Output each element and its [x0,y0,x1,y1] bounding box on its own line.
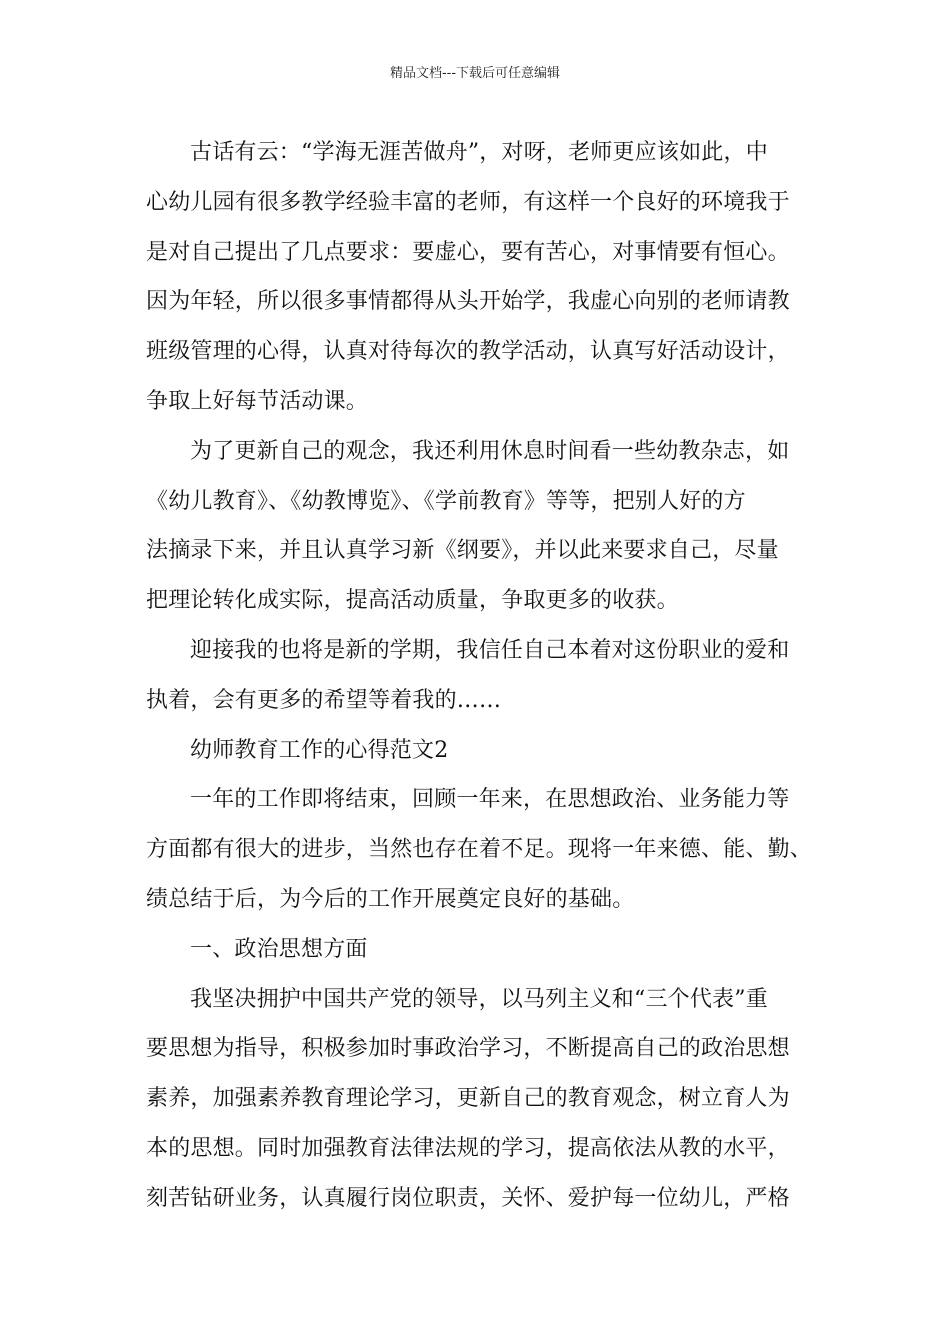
text-line: 本的思想。同时加强教育法律法规的学习，提高依法从教的水平， [146,1135,790,1161]
page-header: 精品文档---下载后可任意编辑 [389,66,561,81]
text-line: 我坚决拥护中国共产党的领导，以马列主义和“三个代表”重 [190,986,768,1012]
section-title: 幼师教育工作的心得范文2 [190,737,449,763]
section-heading: 一、政治思想方面 [190,936,368,962]
text-line: 刻苦钻研业务，认真履行岗位职责，关怀、爱护每一位幼儿，严格 [146,1185,790,1211]
text-line: 方面都有很大的进步，当然也存在着不足。现将一年来德、能、勤、 [146,837,813,863]
text-line: 迎接我的也将是新的学期，我信任自己本着对这份职业的爱和 [190,637,790,663]
text-line: 执着，会有更多的希望等着我的…… [146,687,502,713]
text-line: 争取上好每节活动课。 [146,388,369,414]
text-line: 法摘录下来，并且认真学习新《纲要》，并以此来要求自己，尽量 [146,538,779,564]
text-line: 一年的工作即将结束，回顾一年来，在思想政治、业务能力等 [190,787,790,813]
text-line: 要思想为指导，积极参加时事政治学习，不断提高自己的政治思想 [146,1036,790,1062]
text-line: 心幼儿园有很多教学经验丰富的老师，有这样一个良好的环境我于 [146,189,790,215]
text-line: 因为年轻，所以很多事情都得从头开始学，我虚心向别的老师请教 [146,289,790,315]
document-body [146,128,816,1224]
text-line: 把理论转化成实际，提高活动质量，争取更多的收获。 [146,588,679,614]
text-line: 古话有云：“学海无涯苦做舟”，对呀，老师更应该如此，中 [190,140,768,165]
text-line: 是对自己提出了几点要求：要虚心，要有苦心，对事情要有恒心。 [146,239,790,265]
text-line: 为了更新自己的观念，我还利用休息时间看一些幼教杂志，如 [190,438,790,464]
text-line: 绩总结于后，为今后的工作开展奠定良好的基础。 [146,886,635,912]
text-line: 《幼儿教育》、《幼教博览》、《学前教育》等等，把别人好的方 [146,488,746,514]
text-line: 素养，加强素养教育理论学习，更新自己的教育观念，树立育人为 [146,1086,790,1112]
text-line: 班级管理的心得，认真对待每次的教学活动，认真写好活动设计， [146,339,790,365]
